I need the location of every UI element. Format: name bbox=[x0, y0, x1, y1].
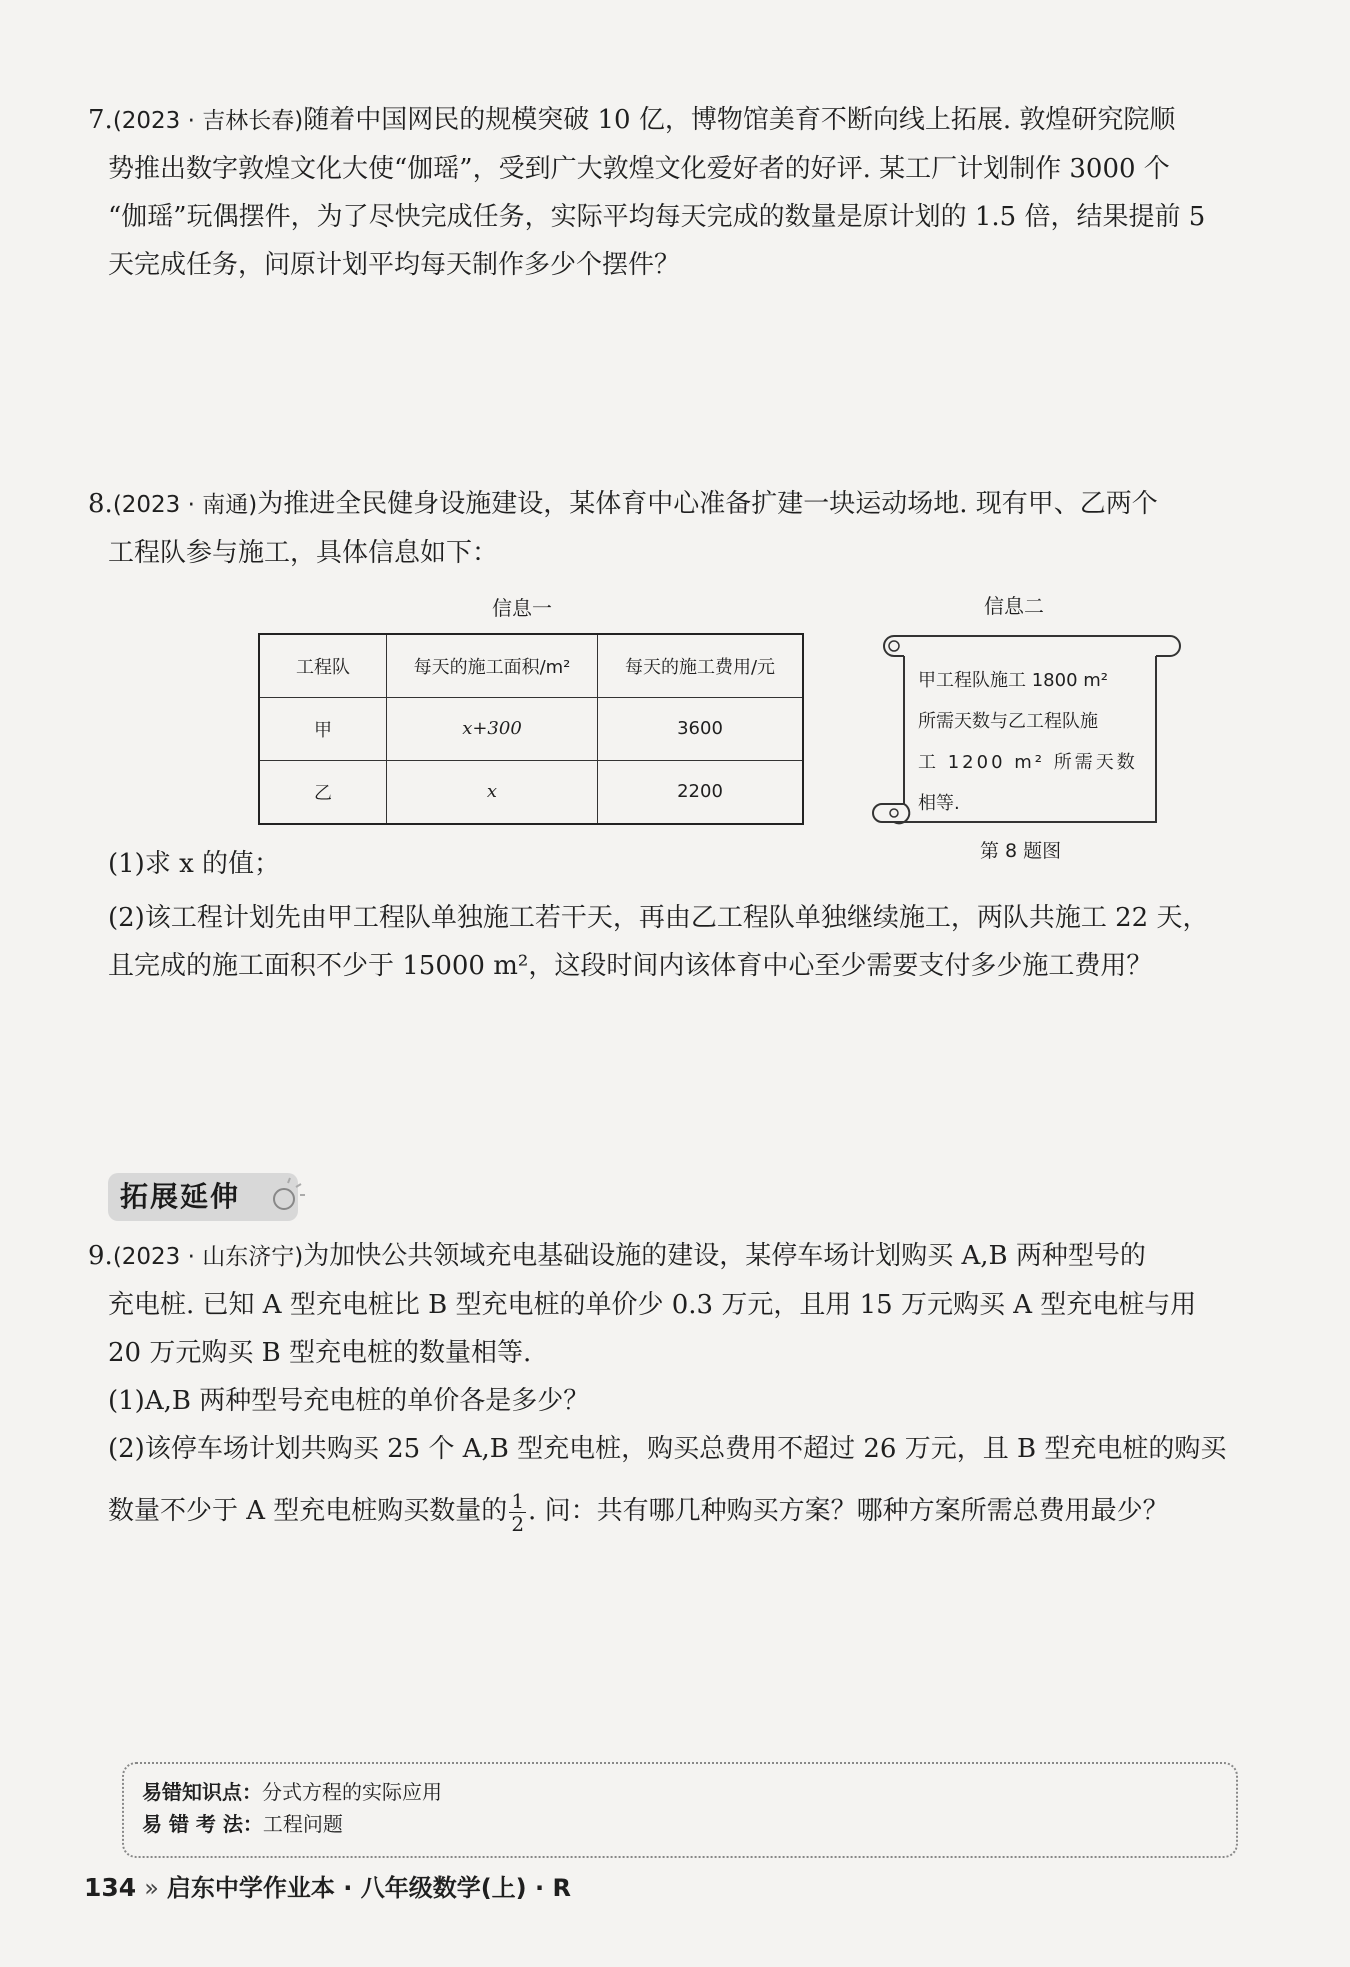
question-text-line: 随着中国网民的规模突破 10 亿，博物馆美育不断向线上拓展. 敦煌研究院顺 bbox=[303, 105, 1176, 135]
question-number: 9. bbox=[88, 1241, 113, 1271]
question-8-parts bbox=[108, 840, 1258, 990]
info-two-line: 工 1200 m² 所需天数 bbox=[918, 752, 1138, 773]
question-text-line: 充电桩. 已知 A 型充电桩比 B 型充电桩的单价少 0.3 万元，且用 15 万元购买 A 型充电桩与用 bbox=[108, 1290, 1197, 1320]
question-number: 8. bbox=[88, 489, 113, 519]
info-two-text bbox=[918, 660, 1140, 824]
figure-caption: 第 8 题图 bbox=[980, 840, 1062, 862]
page-number: 134 bbox=[84, 1873, 137, 1902]
question-text-line: “伽瑶”玩偶摆件，为了尽快完成任务，实际平均每天完成的数量是原计划的 1.5 倍，结果提前 5 bbox=[108, 202, 1206, 232]
note-value: 工程问题 bbox=[262, 1812, 343, 1836]
question-text-line: 势推出数字敦煌文化大使“伽瑶”，受到广大敦煌文化爱好者的好评. 某工厂计划制作 3000 个 bbox=[108, 154, 1170, 184]
info-two-line: 相等. bbox=[918, 793, 960, 814]
sub-question-2-line: (2)该工程计划先由甲工程队单独施工若干天，再由乙工程队单独继续施工，两队共施工 22 天， bbox=[108, 903, 1209, 933]
question-9 bbox=[88, 1232, 1258, 1536]
sub-question-2-text: . 问：共有哪几种购买方案？哪种方案所需总费用最少？ bbox=[528, 1496, 1169, 1526]
question-text-line: 工程队参与施工，具体信息如下： bbox=[108, 538, 499, 568]
info-table bbox=[258, 633, 804, 825]
question-source: (2023 · 吉林长春) bbox=[112, 108, 304, 134]
sub-question-2-line bbox=[108, 1487, 1258, 1535]
error-note-box bbox=[122, 1762, 1238, 1858]
note-label: 易错知识点： bbox=[142, 1780, 262, 1804]
info-two-title: 信息二 bbox=[984, 594, 1044, 618]
sub-question-1: (1)A,B 两种型号充电桩的单价各是多少？ bbox=[108, 1386, 590, 1416]
table-row bbox=[259, 760, 803, 824]
table-header-cell: 每天的施工费用/元 bbox=[598, 634, 804, 698]
page-footer bbox=[84, 1868, 571, 1903]
sub-question-2-line: (2)该停车场计划共购买 25 个 A,B 型充电桩，购买总费用不超过 26 万元，且 B 型充电桩的购买 bbox=[108, 1434, 1227, 1464]
table-cell: 3600 bbox=[598, 698, 804, 761]
note-value: 分式方程的实际应用 bbox=[262, 1780, 442, 1804]
question-text-line: 20 万元购买 B 型充电桩的数量相等. bbox=[108, 1338, 532, 1368]
table-row bbox=[259, 698, 803, 761]
sub-question-1: (1)求 x 的值； bbox=[108, 849, 281, 879]
question-text-line: 天完成任务，问原计划平均每天制作多少个摆件？ bbox=[108, 250, 681, 280]
question-number: 7. bbox=[88, 105, 113, 135]
book-title: 启东中学作业本 · 八年级数学(上) · R bbox=[166, 1874, 571, 1902]
info-two-line: 所需天数与乙工程队施 bbox=[918, 711, 1098, 732]
table-header-cell: 每天的施工面积/m² bbox=[387, 634, 598, 698]
table-header-row bbox=[259, 634, 803, 698]
fraction-denominator: 2 bbox=[511, 1511, 525, 1536]
question-7 bbox=[88, 96, 1258, 289]
table-header-cell: 工程队 bbox=[259, 634, 387, 698]
table-cell: 甲 bbox=[259, 698, 387, 761]
note-label: 易 错 考 法： bbox=[142, 1812, 263, 1836]
info-two-line: 甲工程队施工 1800 m² bbox=[918, 670, 1109, 691]
question-text-line: 为加快公共领域充电基础设施的建设，某停车场计划购买 A,B 两种型号的 bbox=[303, 1241, 1146, 1271]
lightbulb-icon bbox=[270, 1175, 306, 1219]
question-source: (2023 · 南通) bbox=[112, 492, 258, 518]
double-chevron-icon: » bbox=[144, 1874, 159, 1902]
table-cell: x+300 bbox=[387, 698, 598, 761]
question-source: (2023 · 山东济宁) bbox=[112, 1244, 304, 1270]
fraction-numerator: 1 bbox=[511, 1488, 525, 1513]
info-one-title: 信息一 bbox=[492, 596, 552, 620]
table-cell: 2200 bbox=[598, 760, 804, 824]
section-tag: 拓展延伸 bbox=[108, 1173, 298, 1221]
sub-question-2-text: 数量不少于 A 型充电桩购买数量的 bbox=[108, 1496, 508, 1526]
sub-question-2-line: 且完成的施工面积不少于 15000 m²，这段时间内该体育中心至少需要支付多少施工费用？ bbox=[108, 951, 1153, 981]
fraction bbox=[509, 1490, 526, 1535]
table-cell: 乙 bbox=[259, 760, 387, 824]
table-cell: x bbox=[387, 760, 598, 824]
question-8 bbox=[88, 480, 1258, 577]
question-text-line: 为推进全民健身设施建设，某体育中心准备扩建一块运动场地. 现有甲、乙两个 bbox=[257, 489, 1158, 519]
